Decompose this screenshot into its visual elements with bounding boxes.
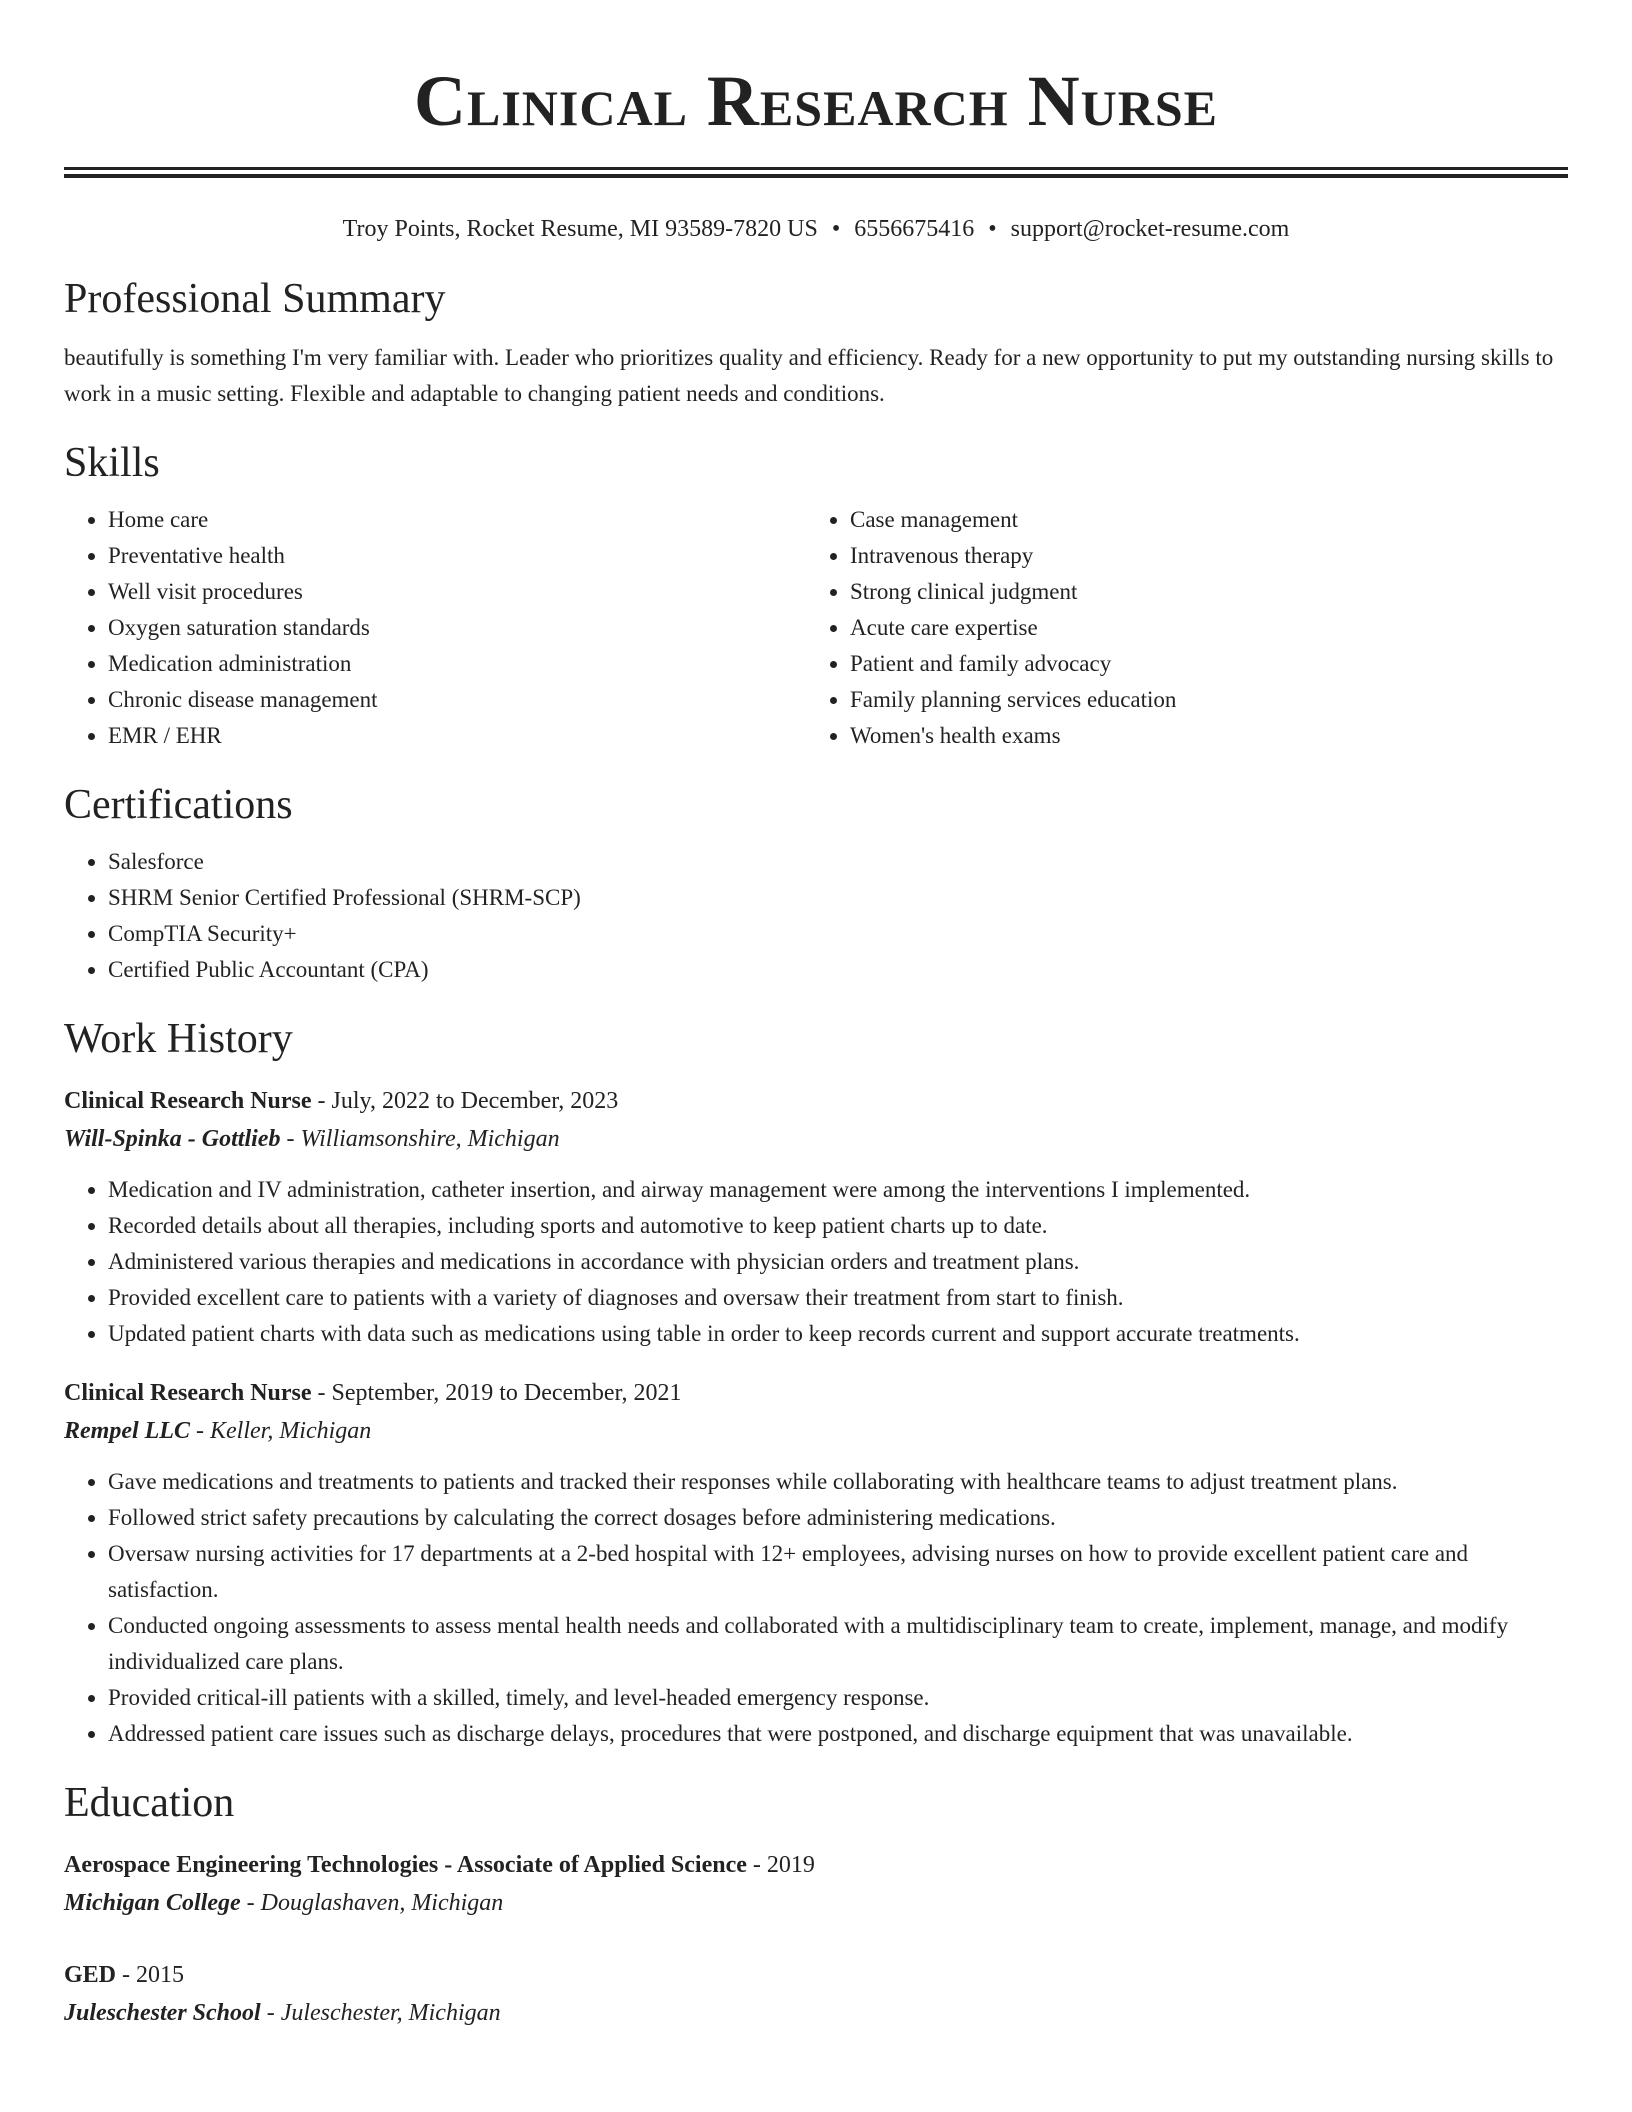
job-bullet: • Administered various therapies and medications in accordance with physician orders and treatment plans. — [108, 1244, 1568, 1280]
degree-name: Aerospace Engineering Technologies - Associate of Applied Science — [64, 1852, 747, 1878]
contact-email: support@rocket-resume.com — [1010, 216, 1290, 242]
skill-item: • Family planning services education — [850, 682, 1548, 718]
employer-name: Will-Spinka - Gottlieb — [64, 1126, 281, 1152]
employer-location: Williamsonshire, Michigan — [300, 1126, 560, 1152]
skill-item: • Oxygen saturation standards — [108, 610, 806, 646]
employer-line — [64, 1412, 1568, 1450]
skill-item: • Patient and family advocacy — [850, 646, 1548, 682]
job-bullet: • Provided excellent care to patients with a variety of diagnoses and oversaw their treatment from start to finish. — [108, 1280, 1568, 1316]
certification-item: • SHRM Senior Certified Professional (SHRM-SCP) — [108, 880, 1568, 916]
certification-item: • Certified Public Accountant (CPA) — [108, 952, 1568, 988]
certifications-heading: Certifications — [64, 782, 293, 828]
certifications-list — [64, 844, 1568, 988]
contact-line — [64, 214, 1568, 244]
dash: - — [260, 2000, 281, 2026]
contact-separator: • — [831, 216, 841, 242]
dash: - — [311, 1088, 332, 1114]
job-bullet: • Conducted ongoing assessments to assess mental health needs and collaborated with a multidisciplinary team to create, implement, manage, and modify individualized care plans. — [108, 1608, 1568, 1680]
skill-item: • Acute care expertise — [850, 610, 1548, 646]
job-bullet: • Medication and IV administration, catheter insertion, and airway management were among the interventions I implemented. — [108, 1172, 1568, 1208]
dash: - — [189, 1418, 210, 1444]
job-entry — [64, 1374, 1568, 1752]
job-title: Clinical Research Nurse — [64, 1380, 312, 1406]
job-title-line — [64, 1374, 1568, 1412]
degree-line — [64, 1846, 1568, 1884]
dash: - — [280, 1126, 301, 1152]
school-location: Juleschester, Michigan — [280, 2000, 501, 2026]
certification-item: • Salesforce — [108, 844, 1568, 880]
degree-year: 2015 — [136, 1962, 185, 1988]
skill-item: • Home care — [108, 502, 806, 538]
header-rule-bottom — [64, 174, 1568, 178]
dash: - — [311, 1380, 332, 1406]
job-bullet: • Gave medications and treatments to patients and tracked their responses while collaborating with healthcare teams to adjust treatment plans. — [108, 1464, 1568, 1500]
job-bullet: • Oversaw nursing activities for 17 departments at a 2-bed hospital with 12+ employees, advising nurses on how to provide excellent patient care and satisfaction. — [108, 1536, 1568, 1608]
summary-heading: Professional Summary — [64, 276, 446, 322]
skills-list-right — [806, 502, 1548, 754]
job-title-line — [64, 1082, 1568, 1120]
skills-list-left — [64, 502, 806, 754]
employer-line — [64, 1120, 1568, 1158]
job-bullet: • Recorded details about all therapies, including sports and automotive to keep patient charts up to date. — [108, 1208, 1568, 1244]
degree-line — [64, 1956, 1568, 1994]
skill-item: • EMR / EHR — [108, 718, 806, 754]
contact-phone: 6556675416 — [854, 216, 975, 242]
school-line — [64, 1994, 1568, 2032]
skills-columns — [64, 502, 1568, 754]
certification-item: • CompTIA Security+ — [108, 916, 1568, 952]
employer-name: Rempel LLC — [64, 1418, 190, 1444]
education-entry — [64, 1846, 1568, 1922]
dash: - — [240, 1890, 261, 1916]
education-entry — [64, 1956, 1568, 2032]
skill-item: • Strong clinical judgment — [850, 574, 1548, 610]
school-location: Douglashaven, Michigan — [260, 1890, 504, 1916]
school-line — [64, 1884, 1568, 1922]
skill-item: • Medication administration — [108, 646, 806, 682]
school-name: Juleschester School — [64, 2000, 261, 2026]
candidate-name: Clinical Research Nurse — [413, 61, 1219, 141]
degree-name: GED — [64, 1962, 117, 1988]
skill-item: • Well visit procedures — [108, 574, 806, 610]
skill-item: • Intravenous therapy — [850, 538, 1548, 574]
skill-item: • Women's health exams — [850, 718, 1548, 754]
school-name: Michigan College — [64, 1890, 241, 1916]
job-dates: September, 2019 to December, 2021 — [331, 1380, 682, 1406]
degree-year: 2019 — [766, 1852, 815, 1878]
education-heading: Education — [64, 1780, 235, 1826]
job-bullet: • Provided critical-ill patients with a skilled, timely, and level-headed emergency response. — [108, 1680, 1568, 1716]
contact-separator: • — [988, 216, 997, 242]
job-dates: July, 2022 to December, 2023 — [331, 1088, 619, 1114]
employer-location: Keller, Michigan — [209, 1418, 372, 1444]
dash: - — [116, 1962, 137, 1988]
job-bullet: • Updated patient charts with data such as medications using table in order to keep records current and support accurate treatments. — [108, 1316, 1568, 1352]
job-bullet: • Addressed patient care issues such as discharge delays, procedures that were postponed, and discharge equipment that was unavailable. — [108, 1716, 1568, 1752]
skills-heading: Skills — [64, 440, 160, 486]
job-title: Clinical Research Nurse — [64, 1088, 312, 1114]
job-entry — [64, 1082, 1568, 1352]
contact-address: Troy Points, Rocket Resume, MI 93589-7820 US — [342, 216, 818, 242]
skill-item: • Chronic disease management — [108, 682, 806, 718]
skill-item: • Case management — [850, 502, 1548, 538]
job-bullet: • Followed strict safety precautions by calculating the correct dosages before administering medications. — [108, 1500, 1568, 1536]
dash: - — [746, 1852, 767, 1878]
work-history-heading: Work History — [64, 1016, 293, 1062]
skill-item: • Preventative health — [108, 538, 806, 574]
job-bullets — [64, 1464, 1568, 1752]
job-bullets — [64, 1172, 1568, 1352]
summary-text: beautifully is something I'm very familiar with. Leader who prioritizes quality and efficiency. Ready for a new opportunity to put my outstanding nursing skills to work in a music setting. Flexible and adaptable to changing patient needs and conditions. — [64, 345, 1554, 406]
